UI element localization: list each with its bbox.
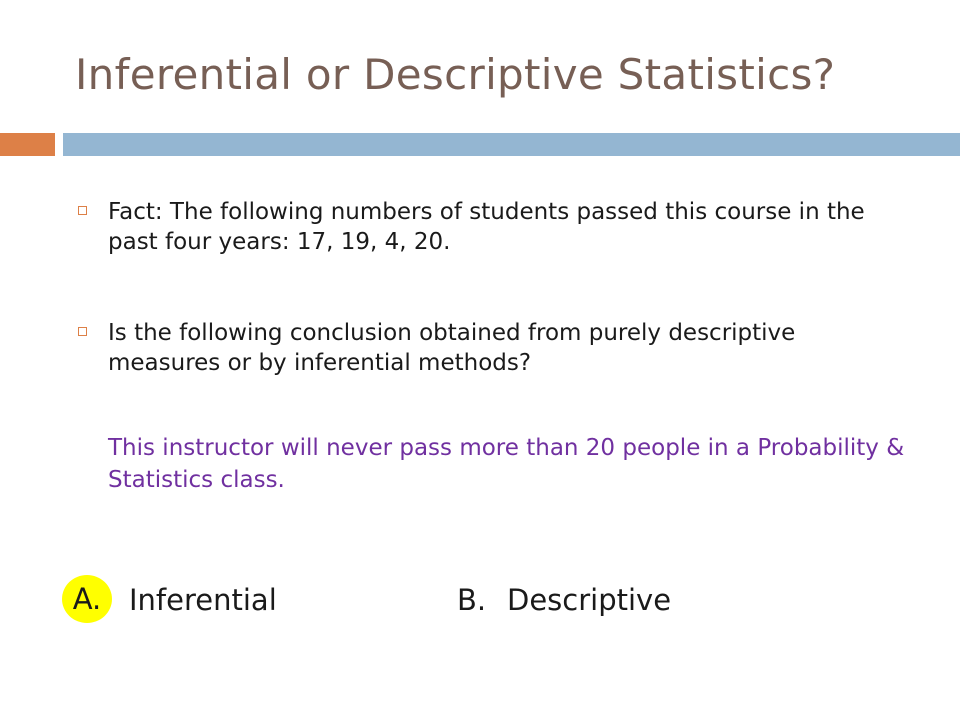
conclusion-text: This instructor will never pass more than 20 people in a Probability & Statistics class.: [108, 435, 905, 493]
slide-title: Inferential or Descriptive Statistics?: [75, 50, 836, 99]
bullet-item-question: [78, 318, 878, 378]
answer-a-highlight[interactable]: [62, 575, 112, 623]
square-bullet-icon: [78, 327, 87, 336]
answer-b-label[interactable]: Descriptive: [507, 583, 672, 617]
answer-options: [62, 575, 762, 623]
accent-bar-orange: [0, 133, 55, 156]
answer-a-letter: A.: [72, 582, 102, 616]
bullet-text: Fact: The following numbers of students passed this course in the past four years: 17, 19, 4, 20.: [108, 199, 865, 255]
answer-b-letter[interactable]: B.: [457, 583, 487, 617]
bullet-text: Is the following conclusion obtained from purely descriptive measures or by inferential methods?: [108, 320, 796, 376]
answer-a-label[interactable]: Inferential: [129, 583, 277, 617]
bullet-item-fact: [78, 197, 878, 257]
accent-bar-blue: [63, 133, 960, 156]
square-bullet-icon: [78, 206, 87, 215]
